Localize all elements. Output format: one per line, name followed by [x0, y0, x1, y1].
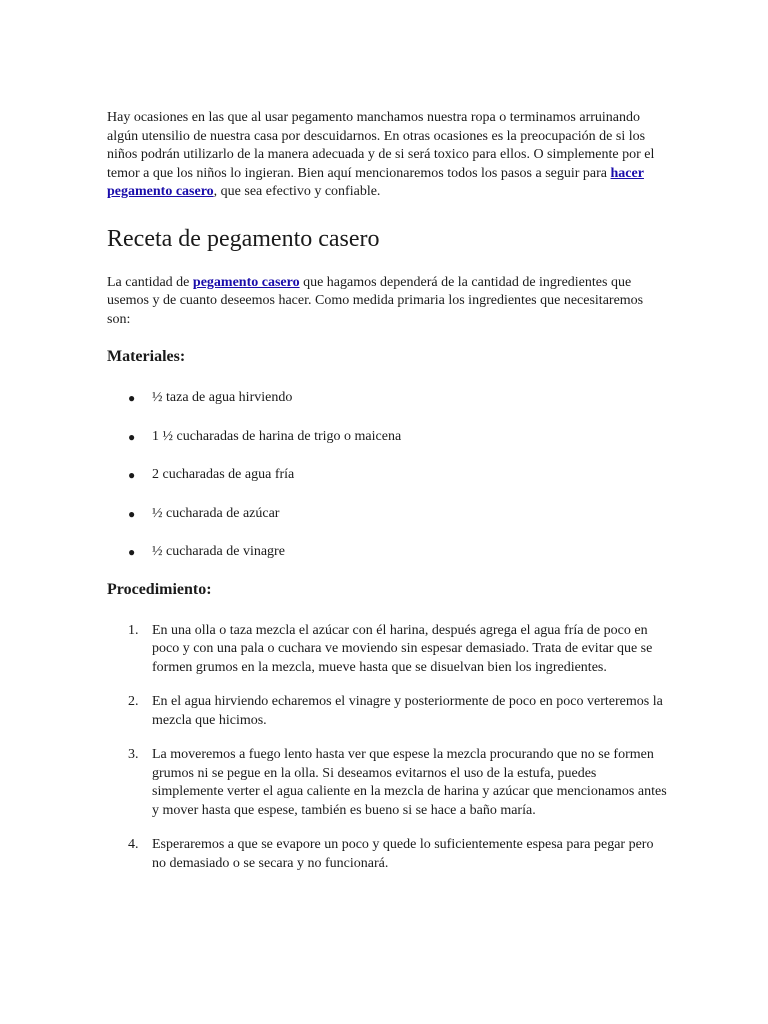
bullet-icon: ●	[128, 545, 136, 559]
list-item: ● ½ cucharada de vinagre	[107, 543, 667, 562]
materials-list	[107, 389, 667, 562]
bullet-icon: ●	[128, 506, 136, 521]
bullet-icon: ●	[128, 429, 136, 444]
quantity-text-end: que hagamos dependerá de la cantidad de ingredientes que usemos y de cuanto deseemos hacer. Como medida primaria los ingredientes que necesitaremos son:	[107, 274, 644, 327]
hacer-pegamento-link[interactable]: hacer pegamento casero	[107, 165, 644, 199]
procedure-step	[107, 693, 667, 730]
step-text: Esperaremos a que se evapore un poco y quede lo suficientemente espesa para pegar pero no demasiado o se secara y no funcionará.	[152, 837, 654, 871]
list-item: ● ½ taza de agua hirviendo	[107, 389, 667, 408]
quantity-paragraph	[107, 274, 667, 330]
pegamento-casero-link[interactable]: pegamento casero	[192, 274, 300, 290]
step-number: 1.	[128, 622, 139, 638]
step-text: La moveremos a fuego lento hasta ver que espese la mezcla procurando que no se formen grumos ni se pegue en la olla. Si deseamos evitarnos el uso de la estufa, puedes simplemente verter el agua caliente en la mezcla de harina y azúcar que mencionamos antes y mover hasta que espese, también es bueno si se hace a baño maría.	[152, 747, 667, 818]
document-page	[107, 109, 667, 889]
procedure-list	[107, 622, 667, 874]
step-text: En el agua hirviendo echaremos el vinagre y posteriormente de poco en poco verteremos la mezcla que hicimos.	[152, 694, 663, 728]
quantity-text: La cantidad de	[107, 274, 193, 290]
procedure-step	[107, 622, 667, 678]
step-number: 2.	[128, 694, 139, 709]
procedure-heading: Procedimiento:	[107, 580, 212, 598]
step-number: 4.	[128, 837, 139, 852]
intro-text: Hay ocasiones en las que al usar pegamento manchamos nuestra ropa o terminamos arruinando algún utensilio de nuestra casa por descuidarnos. En otras ocasiones es la preocupación de si los niños podrán utilizarlo de la manera adecuada y de si será toxico para ellos. O simplemente por el temor a que los niños lo ingieran. Bien aquí mencionaremos todos los pasos a seguir para	[107, 110, 655, 181]
list-item: ● 2 cucharadas de agua fría	[107, 466, 667, 485]
procedure-step	[107, 836, 667, 873]
list-item: ● 1 ½ cucharadas de harina de trigo o maicena	[107, 428, 667, 447]
bullet-icon: ●	[128, 468, 136, 482]
page-title: Receta de pegamento casero	[107, 225, 380, 252]
list-item: ● ½ cucharada de azúcar	[107, 505, 667, 524]
intro-paragraph	[107, 109, 667, 202]
step-text: En una olla o taza mezcla el azúcar con él harina, después agrega el agua fría de poco en poco y con una pala o cuchara ve moviendo sin espesar demasiado. Trata de evitar que se formen grumos en la mezcla, mueve hasta que se disuelvan bien los ingredientes.	[152, 622, 653, 675]
step-number: 3.	[128, 747, 139, 762]
procedure-step	[107, 746, 667, 820]
materials-heading: Materiales:	[107, 348, 186, 365]
bullet-icon: ●	[128, 391, 136, 405]
intro-text-end: , que sea efectivo y confiable.	[213, 184, 381, 199]
